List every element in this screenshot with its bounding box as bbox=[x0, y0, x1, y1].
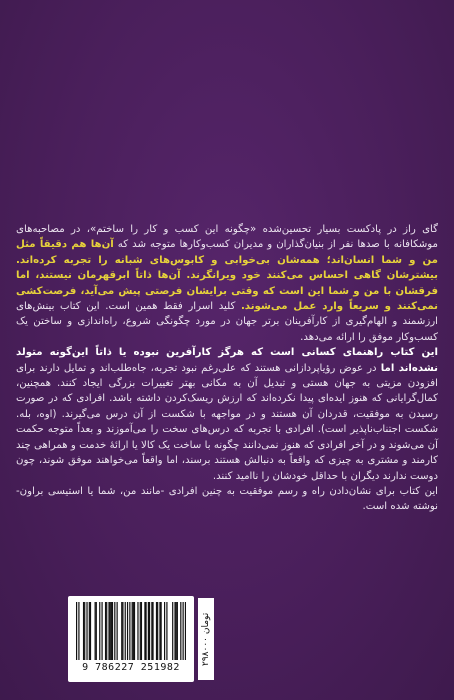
price-label: ۲۹۸۰۰۰ تومان bbox=[198, 598, 214, 680]
blurb-p2-rest: در عوض رؤیاپردازانی هستند که علی‌رغم نبود تجربه، جاه‌طلب‌اند و تمایل دارند برای افزودن مزیتی به جهان هستی و تبدیل آن به مکانی بهتر تغییرات بزرگی ایجاد کنند. همچنین، کمال‌گرایانی که هنوز ایده‌ای پیدا نکرده‌اند که ارزش ریسک‌کردن داشته باشد. افرادی که در صورت رسیدن به موفقیت، قدردان آن هستند و در مواجهه با شکست از آن درس می‌گیرند. (اوه، بله. شکست اجتناب‌ناپذیر است). افرادی با تجربه که درس‌های سخت را می‌آموزند و بعداً متوجه حکمت آن می‌شوند و در آخر افرادی که هنوز نمی‌دانند چگونه با ساخت یک کالا یا ارائهٔ خدمت و همراهی چند کارمند و مشتری به چیزی که واقعاً به دنبالش هستند برسند، اما واقعاً می‌خواهند موفق شوند، چون دوست ندارند دیگران با حداقل خودشان را ناامید کنند. bbox=[16, 362, 438, 482]
barcode-bar bbox=[121, 602, 122, 660]
barcode-bar bbox=[122, 602, 123, 660]
barcode-bar bbox=[161, 602, 162, 660]
blurb-p2-bold: این کتاب راهنمای کسانی است که هرگز کارآفرین نبوده یا ذاتاً این‌گونه متولد نشده‌اند اما bbox=[16, 347, 438, 374]
barcode-bar bbox=[137, 602, 138, 660]
barcode-bar bbox=[105, 602, 106, 660]
barcode-bar bbox=[78, 602, 79, 660]
barcode-bar bbox=[112, 602, 113, 660]
barcode-bar bbox=[145, 602, 146, 660]
barcode-bar bbox=[99, 602, 100, 660]
barcode-bar bbox=[140, 602, 141, 660]
barcode-bar bbox=[96, 602, 97, 660]
blurb-paragraph-3 bbox=[16, 484, 438, 515]
barcode-bar bbox=[148, 602, 149, 660]
barcode-bar bbox=[95, 602, 96, 660]
barcode-bar bbox=[172, 602, 173, 660]
barcode-bar bbox=[84, 602, 85, 660]
barcode-bar bbox=[129, 602, 130, 660]
barcode-bar bbox=[110, 602, 111, 660]
barcode-bar bbox=[101, 602, 102, 660]
barcode-bar bbox=[177, 602, 178, 660]
barcode-bar bbox=[156, 602, 157, 660]
barcode-bar bbox=[133, 602, 134, 660]
barcode-bar bbox=[117, 602, 118, 660]
barcode-bars bbox=[76, 602, 186, 660]
barcode-bar bbox=[166, 602, 167, 660]
barcode-bar bbox=[83, 602, 84, 660]
barcode-bar bbox=[90, 602, 91, 660]
barcode-bar bbox=[144, 602, 145, 660]
isbn-barcode bbox=[68, 596, 194, 682]
barcode-bar bbox=[127, 602, 128, 660]
barcode-bar bbox=[114, 602, 115, 660]
barcode-bar bbox=[134, 602, 135, 660]
blurb-paragraph-1 bbox=[16, 222, 438, 345]
barcode-bar bbox=[176, 602, 177, 660]
barcode-bar bbox=[108, 602, 109, 660]
barcode-bar bbox=[152, 602, 153, 660]
barcode-bar bbox=[141, 602, 142, 660]
barcode-bar bbox=[132, 602, 133, 660]
blurb-p3: این کتاب برای نشان‌دادن راه و رسم موفقیت به چنین افرادی -مانند من، شما یا استیسی براون- نوشته شده است. bbox=[16, 485, 438, 513]
blurb-text bbox=[16, 222, 438, 515]
blurb-p1-intro: گای راز در پادکست بسیار تحسین‌شده «چگونه این کسب و کار را ساختم»، در مصاحبه‌های موشکافانه با صدها نفر از بنیان‌گذاران و مدیران کسب‌وکارها متوجه شد که bbox=[16, 224, 439, 251]
barcode-bar bbox=[151, 602, 152, 660]
barcode-bar bbox=[76, 602, 77, 660]
barcode-bar bbox=[89, 602, 90, 660]
barcode-bar bbox=[159, 602, 160, 660]
isbn-number: 9 786227 251982 bbox=[82, 662, 180, 673]
barcode-bar bbox=[180, 602, 181, 660]
barcode-bar bbox=[183, 602, 184, 660]
blurb-p1-rest: کلید اسرار فقط همین است. این کتاب بینش‌های ارزشمند و الهام‌گیری از کارآفرینان برتر جهان در مورد چگونگی شروع، راه‌اندازی و ساختن یک کسب‌وکار موفق را ارائه می‌دهد. bbox=[16, 301, 438, 343]
barcode-bar bbox=[185, 602, 186, 660]
barcode-bar bbox=[164, 602, 165, 660]
barcode-bar bbox=[149, 602, 150, 660]
blurb-p1-highlight: آن‌ها هم دقیقاً مثل من و شما انسان‌اند؛ همه‌شان بی‌خوابی و کابوس‌های شبانه را تجربه کرده‌اند. بیشترشان گاهی احساس می‌کنند خود ویرانگرند. آن‌ها ذاتاً ابرقهرمان نیستند، اما فرقشان با من و شما این است که وقتی برایشان فرصتی پیش می‌آید، فرصت‌کشی نمی‌کنند و سریعاً وارد عمل می‌شوند. bbox=[16, 239, 438, 313]
barcode-bar bbox=[106, 602, 107, 660]
blurb-paragraph-2 bbox=[16, 345, 438, 484]
barcode-bar bbox=[157, 602, 158, 660]
barcode-bar bbox=[125, 602, 126, 660]
barcode-bar bbox=[111, 602, 112, 660]
barcode-bar bbox=[86, 602, 87, 660]
barcode-bar bbox=[174, 602, 175, 660]
